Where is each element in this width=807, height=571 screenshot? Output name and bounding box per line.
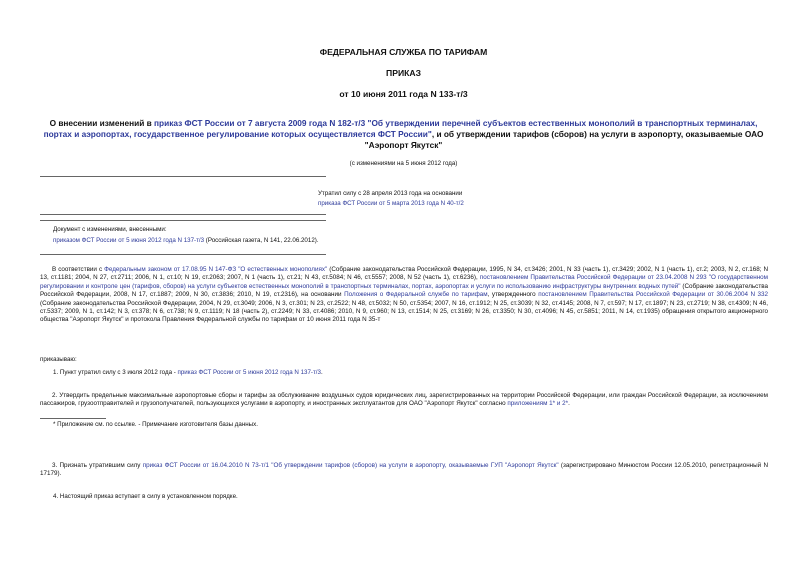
preamble-text: (Собрание законодательства Российской Федерации, 2008, N 17, ст.1887; 2009, N 30, ст.3836; 2010, N 19, ст.2316), на основании [40, 282, 768, 299]
link-federal-law-147[interactable]: Федеральным законом от 17.08.95 N 147-ФЗ "О естественных монополиях" [104, 266, 328, 273]
lost-force-link[interactable]: приказа ФСТ России от 5 марта 2013 года N 40-т/2 [318, 200, 464, 207]
item-2-text: . [568, 400, 570, 408]
item-1 [53, 369, 323, 376]
preamble-paragraph [40, 266, 768, 325]
changes-doc-link[interactable]: приказом ФСТ России от 5 июня 2012 года N 137-т/3 [53, 237, 205, 244]
item-2 [40, 392, 768, 409]
item-1-text: 1. Пункт утратил силу с 3 июля 2012 года - [53, 369, 178, 376]
title-prefix: О внесении изменений в [49, 118, 155, 128]
changes-doc-suffix: (Российская газета, N 141, 22.06.2012). [204, 237, 319, 244]
item-3 [40, 462, 768, 479]
divider-line [40, 176, 326, 177]
document-title [40, 118, 767, 151]
prikazyvayu-label: приказываю: [40, 356, 77, 363]
item-1-text: . [320, 369, 323, 376]
lost-force-line: Утратил силу с 28 апреля 2013 года на основании [318, 190, 463, 197]
doc-type-heading: ПРИКАЗ [386, 68, 421, 78]
changes-doc-label: Документ с изменениями, внесенными: [53, 226, 167, 233]
date-line: от 10 июня 2011 года N 133-т/3 [339, 89, 468, 99]
divider-line [40, 254, 326, 255]
divider-line [40, 214, 326, 215]
item-3-link[interactable]: приказ ФСТ России от 16.04.2010 N 73-т/1 "Об утверждении тарифов (сборов) на услуги в аэропорту, оказываемые ГУП "Аэропорт Якутск" [142, 462, 559, 469]
preamble-text: В соответствии с [52, 266, 105, 273]
changes-doc-line [53, 237, 319, 244]
appendices-link[interactable]: приложениям 1* и 2* [507, 400, 569, 408]
item-3-text: 3. Признать утратившим силу [52, 462, 143, 469]
footnote-divider [40, 418, 106, 419]
divider-line [40, 220, 326, 221]
preamble-text: (Собрание законодательства Российской Федерации, 1995, N 34, ст.3426; 2001, N 33 (часть 1), ст.3429; 2002, N 1 (часть 1), ст.2; 2003, N 2, ст.168; N 13, ст.1181; 2004, N 27, ст.2711; 2006, N 1, ст.10; N 19, ст.2063; 2007, N 1 (часть 1), ст.21; N 43, ст.5084; N 46, ст.5557; 2008, N 52 (часть 1), ст.6236), [40, 266, 768, 282]
item-1-link[interactable]: приказ ФСТ России от 5 июня 2012 года N 137-т/3 [177, 369, 321, 376]
agency-heading: ФЕДЕРАЛЬНАЯ СЛУЖБА ПО ТАРИФАМ [319, 47, 488, 57]
link-resolution-293[interactable]: постановлением Правительства Российской Федерации от 23.04.2008 N 293 "О государственном регулировании и контроле цен (тарифов, сборов) на услуги субъектов естественных монополий в транспортных терминалах, портах, аэропортах и услуги по использованию инфраструктуры внутренних водных путей" [40, 274, 768, 290]
preamble-text: (Собрание законодательства Российской Федерации, 2004, N 29, ст.3049; 2006, N 3, ст.301; N 23, ст.2522; N 48, ст.5032; N 50, ст.5354; 2007, N 16, ст.1912; N 25, ст.3039; N 32, ст.4145; 2008, N 7, ст.597; N 17, ст.1897; N 23, ст.2719; N 38, ст.4309; N 46, ст.5337; 2009, N 1, ст.142; N 3, ст.378; N 6, ст.738; N 9, ст.1119; N 18 (часть 2), ст.2249; N 33, ст.4086; 2010, N 9, ст.960; N 13, ст.1514; N 25, ст.3169; N 26, ст.3350; N 30, ст.4096; N 45, ст.5851; 2011, N 14, ст.1935) обращения открытого акционерного общества "Аэропорт Якутск" и протокола Правления Федеральной службы по тарифам от 10 июня 2011 года N 35-т [40, 299, 768, 324]
item-3-text: (зарегистрировано Минюстом России 12.05.2010, регистрационный N 17179). [40, 462, 768, 478]
item-4: 4. Настоящий приказ вступает в силу в установленном порядке. [53, 493, 238, 500]
title-suffix: , и об утверждении тарифов (сборов) на услуги в аэропорту, оказываемые ОАО "Аэропорт Якутск" [364, 129, 764, 150]
footnote: * Приложение см. по ссылке. - Примечание изготовителя базы данных. [53, 421, 258, 428]
link-resolution-332[interactable]: постановлением Правительства Российской Федерации от 30.06.2004 N 332 [538, 291, 768, 299]
link-fst-regulation[interactable]: Положения о Федеральной службе по тарифам [344, 291, 488, 299]
item-2-text: 2. Утвердить предельные максимальные аэропортовые сборы и тарифы за обслуживание воздушных судов юридических лиц, зарегистрированных на территории Российской Федерации, или граждан Российской Федерации, за исключением пассажиров, грузоотправителей и грузополучателей, пользующихся услугами в аэропорту, и иностранных эксплуатантов для ОАО "Аэропорт Якутск" согласно [40, 392, 768, 408]
preamble-text: , утвержденного [487, 291, 539, 299]
amendment-note: (с изменениями на 5 июня 2012 года) [349, 160, 458, 167]
title-link-order-182[interactable]: приказ ФСТ России от 7 августа 2009 года N 182-т/3 "Об утверждении перечней субъектов естественных монополий в транспортных терминалах, портах и аэропортах, государственное регулирование которых осуществляется ФСТ России" [43, 118, 758, 139]
